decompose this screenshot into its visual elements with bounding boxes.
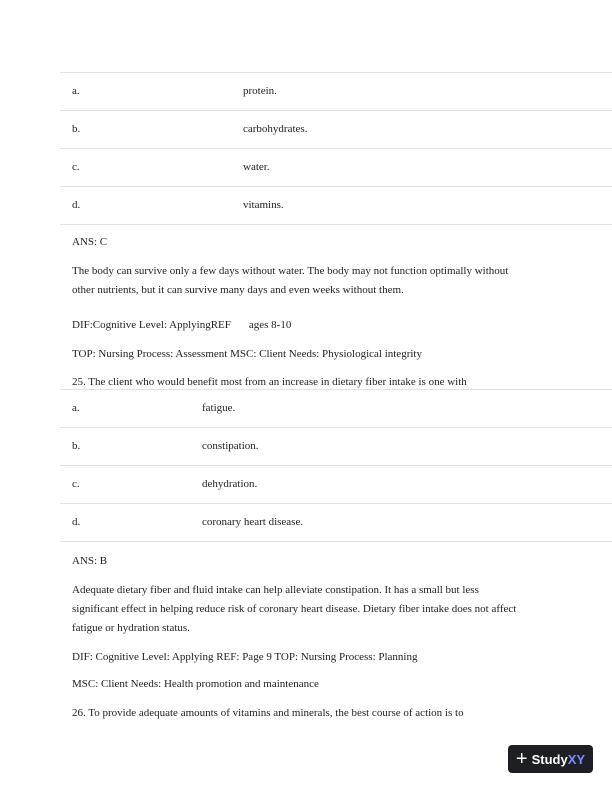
q26-question: 26. To provide adequate amounts of vitamins and minerals, the best course of action is to (72, 707, 464, 719)
q25-question: 25. The client who would benefit most from an increase in dietary fiber intake is one with (72, 376, 467, 388)
option-text: vitamins. (243, 199, 284, 211)
q25-option-a (60, 390, 612, 428)
q25-option-d (60, 504, 612, 542)
option-letter: d. (72, 199, 81, 211)
q24-topic: TOP: Nursing Process: Assessment MSC: Client Needs: Physiological integrity (72, 348, 422, 360)
option-letter: b. (72, 440, 81, 452)
option-text: carbohydrates. (243, 123, 308, 135)
q25-option-b (60, 428, 612, 466)
option-text: dehydration. (202, 478, 258, 490)
studyxy-logo (508, 745, 593, 773)
option-letter: a. (72, 402, 80, 414)
q24-rationale-line1: The body can survive only a few days without water. The body may not function optimally without (72, 265, 509, 277)
option-letter: a. (72, 85, 80, 97)
plus-icon: + (515, 748, 528, 770)
option-text: coronary heart disease. (202, 516, 304, 528)
option-text: fatigue. (202, 402, 236, 414)
q24-options-table (60, 72, 612, 225)
q25-options-table (60, 389, 612, 542)
q25-msc: MSC: Client Needs: Health promotion and maintenance (72, 678, 319, 690)
q24-dif-left: DIF:Cognitive Level: ApplyingREF (72, 319, 231, 331)
logo-study-text: Study (531, 751, 568, 767)
q24-rationale-line2: other nutrients, but it can survive many days and even weeks without them. (72, 284, 404, 296)
logo-xy-text: XY (567, 751, 586, 767)
q25-rationale-line2: significant effect in helping reduce risk of coronary heart disease. Dietary fiber intake does not affect (72, 603, 517, 615)
q24-option-c (60, 149, 612, 187)
q24-dif-right: ages 8-10 (248, 319, 292, 331)
q25-dif: DIF: Cognitive Level: Applying REF: Page 9 TOP: Nursing Process: Planning (72, 651, 418, 663)
option-text: constipation. (202, 440, 259, 452)
option-letter: c. (72, 478, 80, 490)
q24-dif (72, 316, 542, 335)
option-text: protein. (243, 85, 277, 97)
q24-option-d (60, 187, 612, 225)
option-letter: b. (72, 123, 81, 135)
q24-option-b (60, 111, 612, 149)
option-text: water. (243, 161, 270, 173)
q25-rationale-line3: fatigue or hydration status. (72, 622, 190, 634)
q25-option-c (60, 466, 612, 504)
option-letter: c. (72, 161, 80, 173)
q24-option-a (60, 73, 612, 111)
option-letter: d. (72, 516, 81, 528)
q25-answer: ANS: B (72, 555, 108, 567)
q24-answer: ANS: C (72, 236, 108, 248)
q25-rationale-line1: Adequate dietary fiber and fluid intake can help alleviate constipation. It has a small but less (72, 584, 479, 596)
